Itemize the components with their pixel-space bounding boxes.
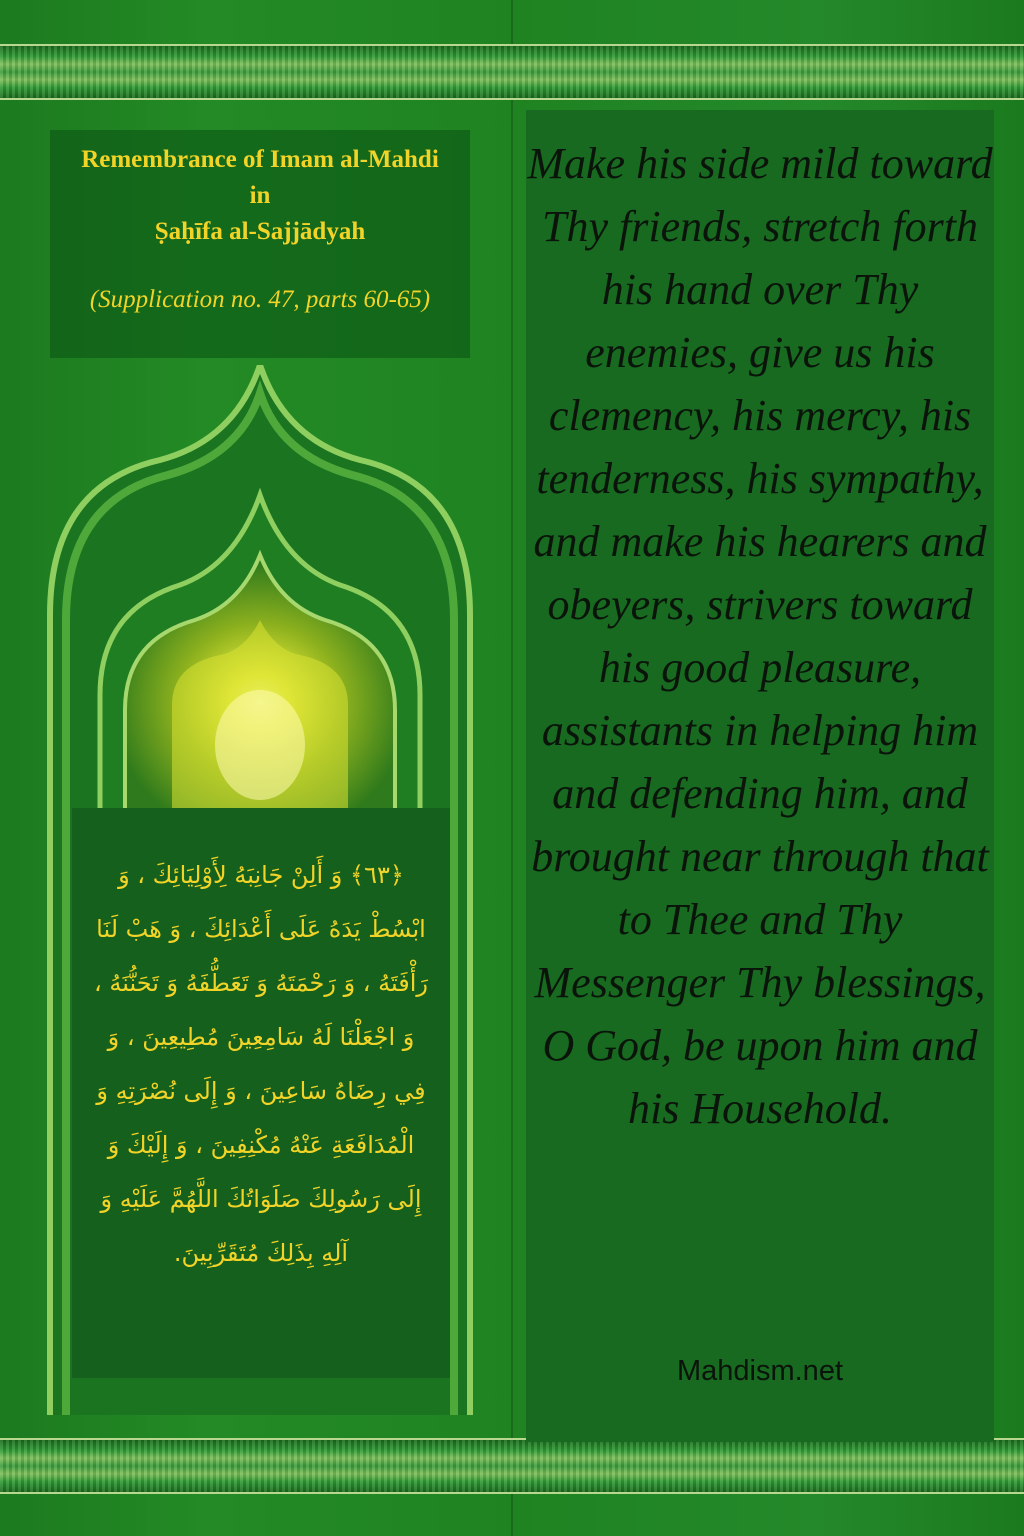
- title-line-3: Ṣaḥīfa al-Sajjādyah: [154, 218, 366, 245]
- fold-line: [511, 0, 513, 1536]
- bottom-ornamental-border: [0, 1438, 1024, 1494]
- site-credit: Mahdism.net: [676, 1355, 843, 1387]
- top-ornamental-border: [0, 44, 1024, 100]
- arabic-supplication-text: ﴿٦٣﴾ وَ أَلِنْ جَانِبَهُ لِأَوْلِيَائِكَ ، وَ ابْسُطْ يَدَهُ عَلَى أَعْدَائِكَ ، وَ هَبْ لَنَا رَأْفَتَهُ ، وَ رَحْمَتَهُ وَ تَعَطُّفَهُ وَ تَحَنُّنَهُ ، وَ اجْعَلْنَا لَهُ سَامِعِينَ مُطِيعِينَ ، وَ فِي رِضَاهُ سَاعِينَ ، وَ إِلَى نُصْرَتِهِ وَ الْمُدَافَعَةِ عَنْهُ مُكْنِفِينَ ، وَ إِلَيْكَ وَ إِلَى رَسُولِكَ صَلَوَاتُكَ اللَّهُمَّ عَلَيْهِ وَ آلِهِ بِذَلِكَ مُتَقَرِّبِينَ.: [93, 861, 429, 1267]
- arabic-text-box: [72, 808, 450, 1378]
- title-box: [50, 130, 470, 358]
- title-line-2: in: [249, 182, 271, 209]
- translation-panel: [526, 110, 994, 1442]
- title-line-1: Remembrance of Imam al-Mahdi: [81, 146, 439, 173]
- english-translation: Make his side mild toward Thy friends, stretch forth his hand over Thy enemies, give us his clemency, his mercy, his tenderness, his sympathy, and make his hearers and obeyers, strivers toward his good pleasure, assistants in helping him and defending him, and brought near through that to Thee and Thy Messenger Thy blessings, O God, be upon him and his Household.: [527, 139, 993, 1133]
- supplication-reference: (Supplication no. 47, parts 60-65): [89, 286, 431, 313]
